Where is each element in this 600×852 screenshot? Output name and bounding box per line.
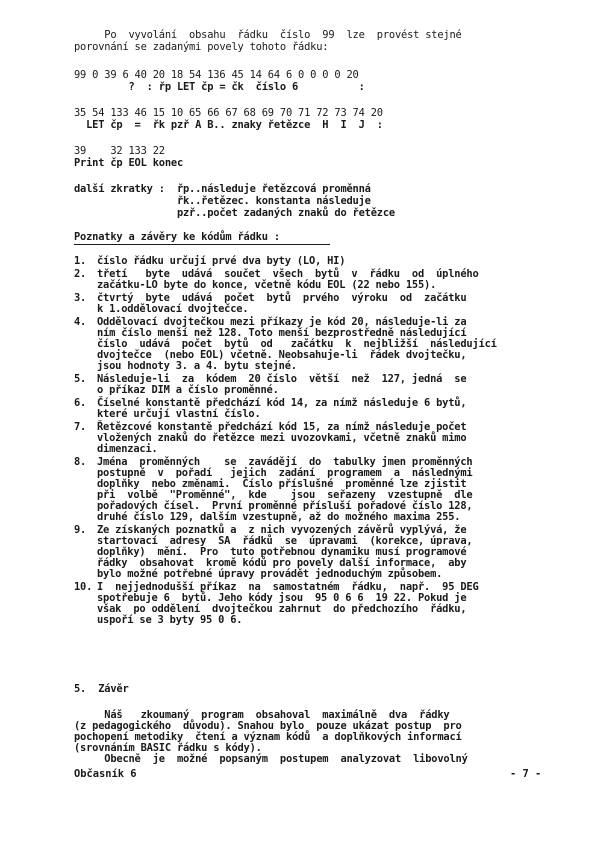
list-item-line: Ze získaných poznatků a z nich vyvozených závěrů vyplývá, že <box>97 524 467 536</box>
list-item-number: 2. <box>74 268 87 280</box>
list-item-line: startovací adresy SA řádků se úpravami (korekce, úprava, <box>97 535 473 547</box>
list-item-line: dvojtečce (nebo EOL) včetně. Neobsahuje-li řádek dvojtečku, <box>97 349 467 361</box>
list-item-line: číslo udává počet bytů od začátku k nejbližší následující <box>97 338 497 350</box>
list-item-number: 5. <box>74 373 87 385</box>
list-item-number: 1. <box>74 255 87 267</box>
list-item-number: 9. <box>74 524 87 536</box>
list-item-number: 10. <box>74 581 93 593</box>
list-item-line: o příkaz DIM a číslo proměnné. <box>97 384 279 396</box>
list-item-line: I nejjednodušší příkaz na samostatném řádku, např. 95 DEG <box>97 581 479 593</box>
code-meaning-2: LET čp = řk pzř A B.. znaky řetězce H I J : <box>74 119 383 131</box>
zaver-line-1: Náš zkoumaný program obsahoval maximálně dva řádky <box>74 709 450 721</box>
list-item-line: však po oddělení dvojtečkou zahrnut do předchozího řádku, <box>97 603 467 615</box>
list-item-line: spotřebuje 6 bytů. Jeho kódy jsou 95 0 6 6 19 22. Pokud je <box>97 592 467 604</box>
list-item-line: ním číslo menší než 128. Toto menší bezprostředně následující <box>97 327 467 339</box>
list-item-number: 8. <box>74 456 87 468</box>
list-item-line: třetí byte udává součet všech bytů v řádku od úplného <box>97 268 479 280</box>
list-item-line: doplňky nebo změnami. Číslo příslušné proměnné lze zjistit <box>97 478 467 490</box>
code-meaning-3: Print čp EOL konec <box>74 157 184 169</box>
list-item-line: Oddělovací dvojtečkou mezi příkazy je kód 20, následuje-li za <box>97 316 467 328</box>
list-item-line: které určují vlastní číslo. <box>97 408 261 420</box>
list-item-line: doplňky) mění. Pro tuto potřebnou dynamiku musí programové <box>97 546 467 558</box>
zaver-line-4: (srovnáním BASIC řádku s kódy). <box>74 742 262 754</box>
intro-line-1: Po vyvolání obsahu řádku číslo 99 lze provést stejné <box>74 29 462 41</box>
list-item-number: 6. <box>74 397 87 409</box>
list-item-number: 7. <box>74 421 87 433</box>
list-item-line: dimenzaci. <box>97 443 158 455</box>
heading-underline <box>74 244 330 245</box>
code-numbers-1: 99 0 39 6 40 20 18 54 136 45 14 64 6 0 0 0 0 20 <box>74 69 359 81</box>
code-numbers-2: 35 54 133 46 15 10 65 66 67 68 69 70 71 72 73 74 20 <box>74 107 383 119</box>
list-item-line: bylo možné potřebné úpravy provádět jednoduchým způsobem. <box>97 568 443 580</box>
list-item-line: pořadových čísel. První proměnné přísluší pořadové číslo 128, <box>97 500 473 512</box>
abbrev-line-3: pzř..počet zadaných znaků do řetězce <box>74 207 395 219</box>
list-item-number: 3. <box>74 292 87 304</box>
list-item-line: Jména proměnných se zavádějí do tabulky jmen proměnných <box>97 456 473 468</box>
zaver-line-3: pochopení metodiky čtení a význam kódů a doplňkových informací <box>74 731 462 743</box>
list-item-line: k 1.oddělovací dvojtečce. <box>97 303 249 315</box>
list-item-number: 4. <box>74 316 87 328</box>
list-item-line: druhé číslo 129, dalším vzestupně, až do možného maxima 255. <box>97 511 461 523</box>
list-item-line: uspoří se 3 byty 95 0 6. <box>97 614 243 626</box>
list-item-line: číslo řádku určují prvé dva byty (LO, HI) <box>97 255 346 267</box>
abbrev-line-1: další zkratky : řp..následuje řetězcová proměnná <box>74 183 371 195</box>
list-item-line: Řetězcové konstantě předchází kód 15, za nímž následuje počet <box>97 421 467 433</box>
list-item-line: začátku-LO byte do konce, včetně kódu EOL (22 nebo 155). <box>97 279 437 291</box>
footer-publication: Občasník 6 <box>74 768 137 780</box>
list-item-line: vložených znaků do řetězce mezi uvozovkami, včetně znaků mimo <box>97 432 467 444</box>
abbrev-line-2: řk..řetězec. konstanta následuje <box>74 195 371 207</box>
list-item-line: čtvrtý byte udává počet bytů prvého výroku od začátku <box>97 292 467 304</box>
code-meaning-1: ? : řp LET čp = čk číslo 6 : <box>74 81 365 93</box>
code-numbers-3: 39 32 133 22 <box>74 145 165 157</box>
list-item-line: Následuje-li za kódem 20 číslo větší než 127, jedná se <box>97 373 467 385</box>
zaver-line-5: Obecně je možné popsaným postupem analyzovat libovolný <box>74 753 468 765</box>
zaver-heading: 5. Závěr <box>74 683 129 695</box>
list-item-line: postupně v pořadí jejich zadání programem a následnými <box>97 467 473 479</box>
list-item-line: při volbě "Proměnné", kde jsou seřazeny vzestupně dle <box>97 489 473 501</box>
list-item-line: Číselné konstantě předchází kód 14, za nímž následuje 6 bytů, <box>97 397 467 409</box>
zaver-line-2: (z pedagogického důvodu). Snahou bylo pouze ukázat postup pro <box>74 720 462 732</box>
intro-line-2: porovnání se zadanými povely tohoto řádku: <box>74 41 329 53</box>
list-item-line: jsou hodnoty 3. a 4. bytu stejné. <box>97 360 297 372</box>
list-item-line: řádky obsahovat kromě kódů pro povely další informace, aby <box>97 557 467 569</box>
section-heading: Poznatky a závěry ke kódům řádku : <box>74 231 280 243</box>
footer-page-number: - 7 - <box>510 768 542 780</box>
